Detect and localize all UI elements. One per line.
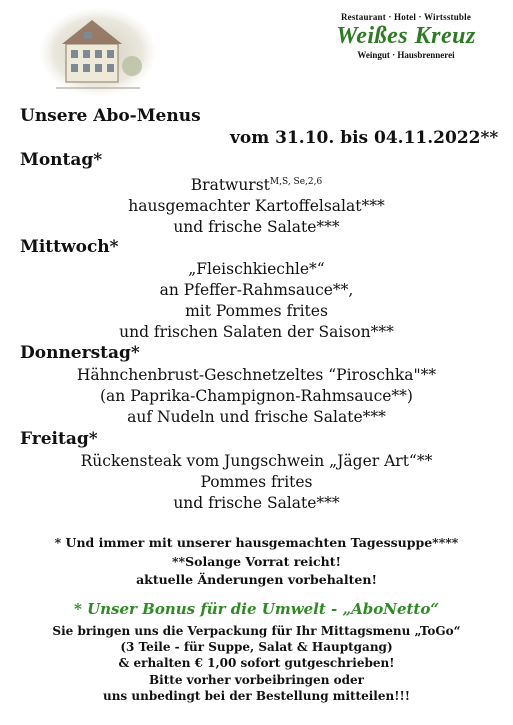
page-title: Unsere Abo-Menus: [20, 106, 201, 126]
dish-line: (an Paprika-Champignon-Rahmsauce**): [100, 387, 413, 405]
dish-line: Pommes frites: [200, 473, 313, 491]
dish-monday: [0, 172, 513, 238]
bonus-line: Sie bringen uns die Verpackung für Ihr Mittagsmenu „ToGo“: [52, 624, 461, 638]
bonus-details: [0, 623, 513, 704]
dish-line: hausgemachter Kartoffelsalat***: [128, 197, 385, 216]
hotel-building-image: [40, 4, 156, 96]
dish-line: und frische Salate***: [173, 494, 340, 512]
dish-line: „Fleischkiechle*“: [188, 260, 325, 278]
day-heading-friday: Freitag*: [20, 429, 98, 449]
bonus-line: & erhalten € 1,00 sofort gutgeschrieben!: [118, 656, 395, 671]
dish-line: mit Pommes frites: [185, 302, 328, 320]
restaurant-brand: [322, 12, 490, 60]
dish-line: und frischen Salaten der Saison***: [119, 323, 394, 341]
dish-line: und frische Salate***: [173, 218, 340, 237]
dish-line: Hähnchenbrust-Geschnetzeltes “Piroschka"**: [76, 366, 437, 384]
footnote-changes: aktuelle Änderungen vorbehalten!: [136, 572, 377, 587]
dish-friday: [0, 451, 513, 514]
bonus-line: uns unbedingt bei der Bestellung mitteilen!!!: [102, 688, 411, 703]
date-range: vom 31.10. bis 04.11.2022**: [230, 128, 499, 148]
day-heading-wednesday: Mittwoch*: [20, 237, 119, 257]
dish-line: auf Nudeln und frische Salate***: [127, 408, 386, 426]
brand-tagline-bottom: Weingut · Hausbrennerei: [357, 50, 455, 60]
day-heading-monday: Montag*: [20, 150, 103, 170]
brand-name: Weißes Kreuz: [336, 23, 476, 49]
dish-line: Bratwurst$^{M,S, Se,2,6}$: [190, 176, 323, 195]
dish-wednesday: [0, 259, 513, 343]
bonus-title: * Unser Bonus für die Umwelt - „AboNetto“: [74, 600, 439, 618]
dish-thursday: [0, 365, 513, 428]
bonus-line: (3 Teile - für Suppe, Salat & Hauptgang): [120, 640, 393, 655]
footnote-soup: * Und immer mit unserer hausgemachten Tagessuppe****: [54, 535, 459, 550]
footnotes: [0, 534, 513, 590]
dish-line: Rückensteak vom Jungschwein „Jäger Art“**: [80, 452, 433, 470]
footnote-stock: **Solange Vorrat reicht!: [172, 553, 341, 569]
allergen-codes: M,S, Se,2,6: [269, 177, 323, 187]
day-heading-thursday: Donnerstag*: [20, 343, 140, 363]
dish-line: an Pfeffer-Rahmsauce**,: [159, 281, 354, 299]
brand-tagline-top: Restaurant · Hotel · Wirtsstuble: [340, 12, 472, 22]
bonus-line: Bitte vorher vorbeibringen oder: [149, 672, 364, 687]
